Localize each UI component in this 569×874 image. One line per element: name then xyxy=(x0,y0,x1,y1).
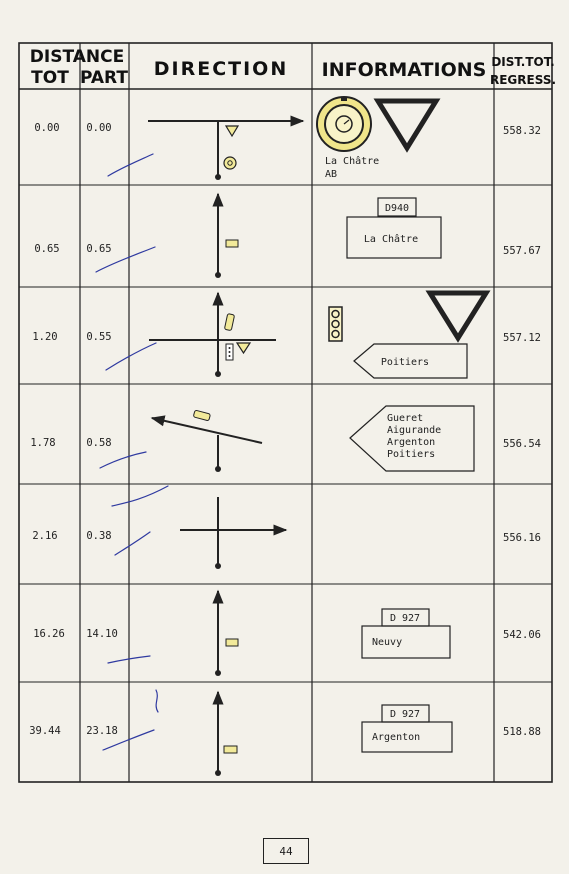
row2-part: 0.65 xyxy=(86,243,112,255)
row4-tulip-diagram xyxy=(152,418,262,472)
row7-sign-marker-icon xyxy=(224,746,237,753)
row7-tulip-diagram xyxy=(215,692,221,776)
row5-tot: 2.16 xyxy=(32,530,58,542)
table-grid xyxy=(19,43,555,782)
header-direction: DIRECTION xyxy=(153,58,289,80)
row4-sign-line3: Argenton xyxy=(387,437,436,448)
row2-tulip-diagram xyxy=(215,194,221,278)
row2-tot: 0.65 xyxy=(34,243,60,255)
roundabout-sign-icon xyxy=(317,97,371,151)
row6-part: 14.10 xyxy=(86,628,118,640)
traffic-light-icon xyxy=(329,307,342,341)
row6-road-number: D 927 xyxy=(389,613,421,624)
row6-tot: 16.26 xyxy=(33,628,65,640)
row4-sign-marker-icon xyxy=(193,410,210,421)
row1-yield-sign-icon xyxy=(378,101,436,148)
row6-destination-label: Neuvy xyxy=(372,637,403,648)
row2-destination-label: La Châtre xyxy=(363,234,419,245)
row7-tot: 39.44 xyxy=(29,725,61,737)
row6-regress: 542.06 xyxy=(503,629,541,641)
row2-sign-marker-icon xyxy=(226,240,238,247)
header-dist-tot: DIST.TOT. xyxy=(491,55,555,69)
row3-traffic-light-small-icon xyxy=(226,344,233,360)
row7-part: 23.18 xyxy=(86,725,118,737)
row3-part: 0.55 xyxy=(86,331,112,343)
row3-yield-icon xyxy=(237,343,250,353)
header-distance: DISTANCE xyxy=(29,47,125,67)
row7-road-number: D 927 xyxy=(389,709,421,720)
header-regress: REGRESS. xyxy=(489,73,557,87)
row5-regress: 556.16 xyxy=(503,532,541,544)
row1-info-line2: AB xyxy=(325,169,338,180)
row3-yield-sign-icon xyxy=(430,293,486,338)
row7-regress: 518.88 xyxy=(503,726,541,738)
row3-sign-marker-icon xyxy=(224,314,234,331)
row4-regress: 556.54 xyxy=(503,438,541,450)
row2-regress: 557.67 xyxy=(503,245,541,257)
row4-part: 0.58 xyxy=(86,437,112,449)
row6-tulip-diagram xyxy=(215,591,221,676)
row7-destination-label: Argenton xyxy=(372,732,421,743)
row3-regress: 557.12 xyxy=(503,332,541,344)
row5-part: 0.38 xyxy=(86,530,112,542)
row1-info-line1: La Châtre xyxy=(325,156,380,167)
page-number: 44 xyxy=(263,838,309,864)
row5-tulip-diagram xyxy=(180,497,286,569)
header-tot: TOT xyxy=(31,68,69,88)
row6-sign-marker-icon xyxy=(226,639,238,646)
row1-regress: 558.32 xyxy=(503,125,541,137)
row4-sign-line1: Gueret xyxy=(387,413,424,424)
row4-tot: 1.78 xyxy=(30,437,56,449)
row1-part: 0.00 xyxy=(86,122,112,134)
row3-tulip-diagram xyxy=(149,293,276,377)
row4-sign-line4: Poitiers xyxy=(387,449,436,460)
header-part: PART xyxy=(80,68,128,88)
row4-sign-line2: Aigurande xyxy=(387,425,442,436)
row1-tot: 0.00 xyxy=(34,122,60,134)
row1-roundabout-icon xyxy=(224,157,236,169)
row1-tulip-diagram xyxy=(148,121,303,180)
row3-direction-label: Poitiers xyxy=(380,357,430,368)
row3-tot: 1.20 xyxy=(32,331,58,343)
header-informations: INFORMATIONS xyxy=(321,59,487,81)
row1-yield-icon xyxy=(226,126,238,136)
row2-road-number: D940 xyxy=(384,203,410,214)
